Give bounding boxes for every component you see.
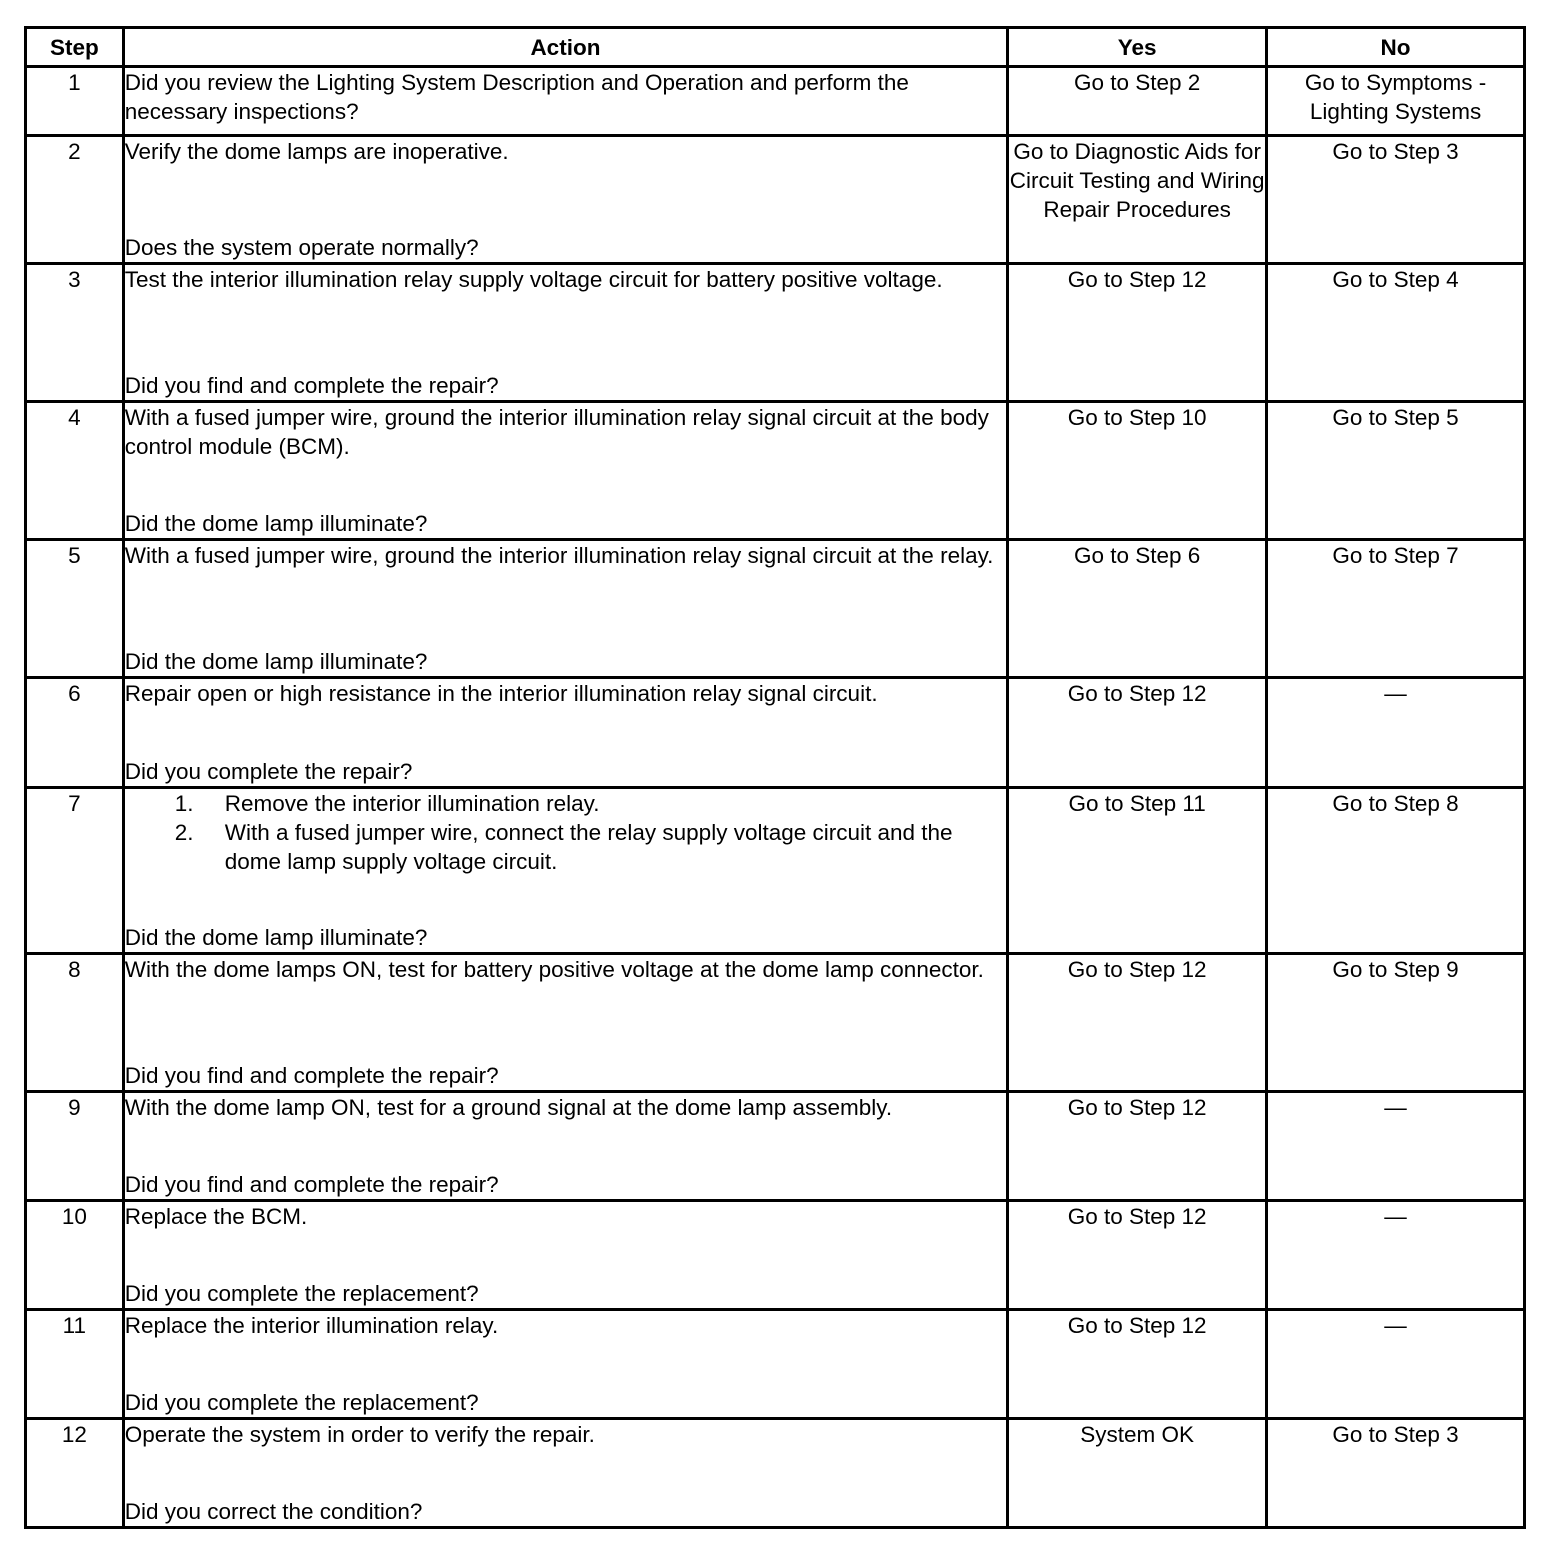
- action-question: Did you complete the repair?: [124, 759, 413, 784]
- action-question: Does the system operate normally?: [124, 235, 479, 260]
- yes-result: Go to Step 12: [1008, 264, 1267, 402]
- substep-text: With a fused jumper wire, connect the relay supply voltage circuit and the dome lamp supply voltage circuit.: [224, 820, 953, 874]
- table-row: [26, 136, 1525, 264]
- yes-result: Go to Step 12: [1008, 954, 1267, 1092]
- yes-result: Go to Step 11: [1008, 788, 1267, 954]
- action-cell: [123, 264, 1007, 402]
- header-row: [26, 28, 1525, 67]
- table-row: [26, 67, 1525, 136]
- step-number: 9: [26, 1092, 124, 1201]
- substep-item: [174, 818, 1006, 876]
- yes-result: Go to Step 12: [1008, 1201, 1267, 1310]
- yes-result: Go to Step 12: [1008, 678, 1267, 788]
- action-question: Did the dome lamp illuminate?: [124, 925, 428, 950]
- header-action: Action: [123, 28, 1007, 67]
- action-question: Did you find and complete the repair?: [124, 1172, 499, 1197]
- action-cell: [123, 136, 1007, 264]
- action-instruction: Replace the BCM.: [124, 1204, 308, 1229]
- no-result: Go to Step 4: [1267, 264, 1525, 402]
- substep-item: [174, 789, 1006, 818]
- action-cell: [123, 678, 1007, 788]
- table-row: [26, 264, 1525, 402]
- action-question: Did the dome lamp illuminate?: [124, 649, 428, 674]
- step-number: 10: [26, 1201, 124, 1310]
- no-result: —: [1267, 1092, 1525, 1201]
- action-cell: [123, 1201, 1007, 1310]
- table-row: [26, 402, 1525, 540]
- yes-result: Go to Diagnostic Aids for Circuit Testing and Wiring Repair Procedures: [1008, 136, 1267, 264]
- yes-result: Go to Step 6: [1008, 540, 1267, 678]
- step-number: 11: [26, 1310, 124, 1419]
- table-row: [26, 1201, 1525, 1310]
- action-question: Did the dome lamp illuminate?: [124, 511, 428, 536]
- yes-result: Go to Step 10: [1008, 402, 1267, 540]
- no-result: Go to Step 3: [1267, 136, 1525, 264]
- action-instruction: With a fused jumper wire, ground the interior illumination relay signal circuit at the body control module (BCM).: [124, 405, 989, 459]
- step-number: 6: [26, 678, 124, 788]
- action-instruction: Test the interior illumination relay supply voltage circuit for battery positive voltage.: [124, 267, 943, 292]
- substep-text: Remove the interior illumination relay.: [224, 791, 600, 816]
- action-instruction: With a fused jumper wire, ground the interior illumination relay signal circuit at the relay.: [124, 543, 994, 568]
- no-result: Go to Step 3: [1267, 1419, 1525, 1528]
- action-instruction: Verify the dome lamps are inoperative.: [124, 139, 509, 164]
- step-number: 1: [26, 67, 124, 136]
- step-number: 5: [26, 540, 124, 678]
- table-row: [26, 1092, 1525, 1201]
- action-question: Did you complete the replacement?: [124, 1281, 479, 1306]
- step-number: 8: [26, 954, 124, 1092]
- substep-list: [125, 789, 1006, 876]
- table-row: [26, 954, 1525, 1092]
- no-result: —: [1267, 1201, 1525, 1310]
- substep-number: 2.: [174, 820, 194, 845]
- step-number: 2: [26, 136, 124, 264]
- table-row: [26, 678, 1525, 788]
- action-instruction: Operate the system in order to verify the repair.: [124, 1422, 595, 1447]
- action-cell: [123, 540, 1007, 678]
- no-result: Go to Symptoms - Lighting Systems: [1267, 67, 1525, 136]
- action-question: Did you complete the replacement?: [124, 1390, 479, 1415]
- step-number: 4: [26, 402, 124, 540]
- table-row: [26, 1310, 1525, 1419]
- step-number: 3: [26, 264, 124, 402]
- no-result: Go to Step 9: [1267, 954, 1525, 1092]
- yes-result: Go to Step 2: [1008, 67, 1267, 136]
- table-row: [26, 540, 1525, 678]
- action-question: Did you find and complete the repair?: [124, 1063, 499, 1088]
- no-result: Go to Step 5: [1267, 402, 1525, 540]
- header-no: No: [1267, 28, 1525, 67]
- action-cell: [123, 67, 1007, 136]
- action-instruction: With the dome lamps ON, test for battery positive voltage at the dome lamp connector.: [124, 957, 984, 982]
- yes-result: Go to Step 12: [1008, 1310, 1267, 1419]
- no-result: Go to Step 8: [1267, 788, 1525, 954]
- action-question: Did you correct the condition?: [124, 1499, 423, 1524]
- action-question: Did you find and complete the repair?: [124, 373, 499, 398]
- action-instruction: Replace the interior illumination relay.: [124, 1313, 499, 1338]
- table-row: [26, 788, 1525, 954]
- no-result: —: [1267, 1310, 1525, 1419]
- header-yes: Yes: [1008, 28, 1267, 67]
- yes-result: Go to Step 12: [1008, 1092, 1267, 1201]
- action-cell: [123, 1092, 1007, 1201]
- table-row: [26, 1419, 1525, 1528]
- action-instruction: With the dome lamp ON, test for a ground signal at the dome lamp assembly.: [124, 1095, 893, 1120]
- action-instruction: Repair open or high resistance in the interior illumination relay signal circuit.: [124, 681, 878, 706]
- step-number: 7: [26, 788, 124, 954]
- header-step: Step: [26, 28, 124, 67]
- substep-number: 1.: [174, 791, 194, 816]
- no-result: Go to Step 7: [1267, 540, 1525, 678]
- action-cell: [123, 1419, 1007, 1528]
- yes-result: System OK: [1008, 1419, 1267, 1528]
- diagnostic-table: [24, 26, 1526, 1529]
- step-number: 12: [26, 1419, 124, 1528]
- action-cell: [123, 788, 1007, 954]
- action-cell: [123, 1310, 1007, 1419]
- no-result: —: [1267, 678, 1525, 788]
- action-cell: [123, 954, 1007, 1092]
- action-instruction: Did you review the Lighting System Description and Operation and perform the necessary inspections?: [124, 70, 909, 124]
- action-cell: [123, 402, 1007, 540]
